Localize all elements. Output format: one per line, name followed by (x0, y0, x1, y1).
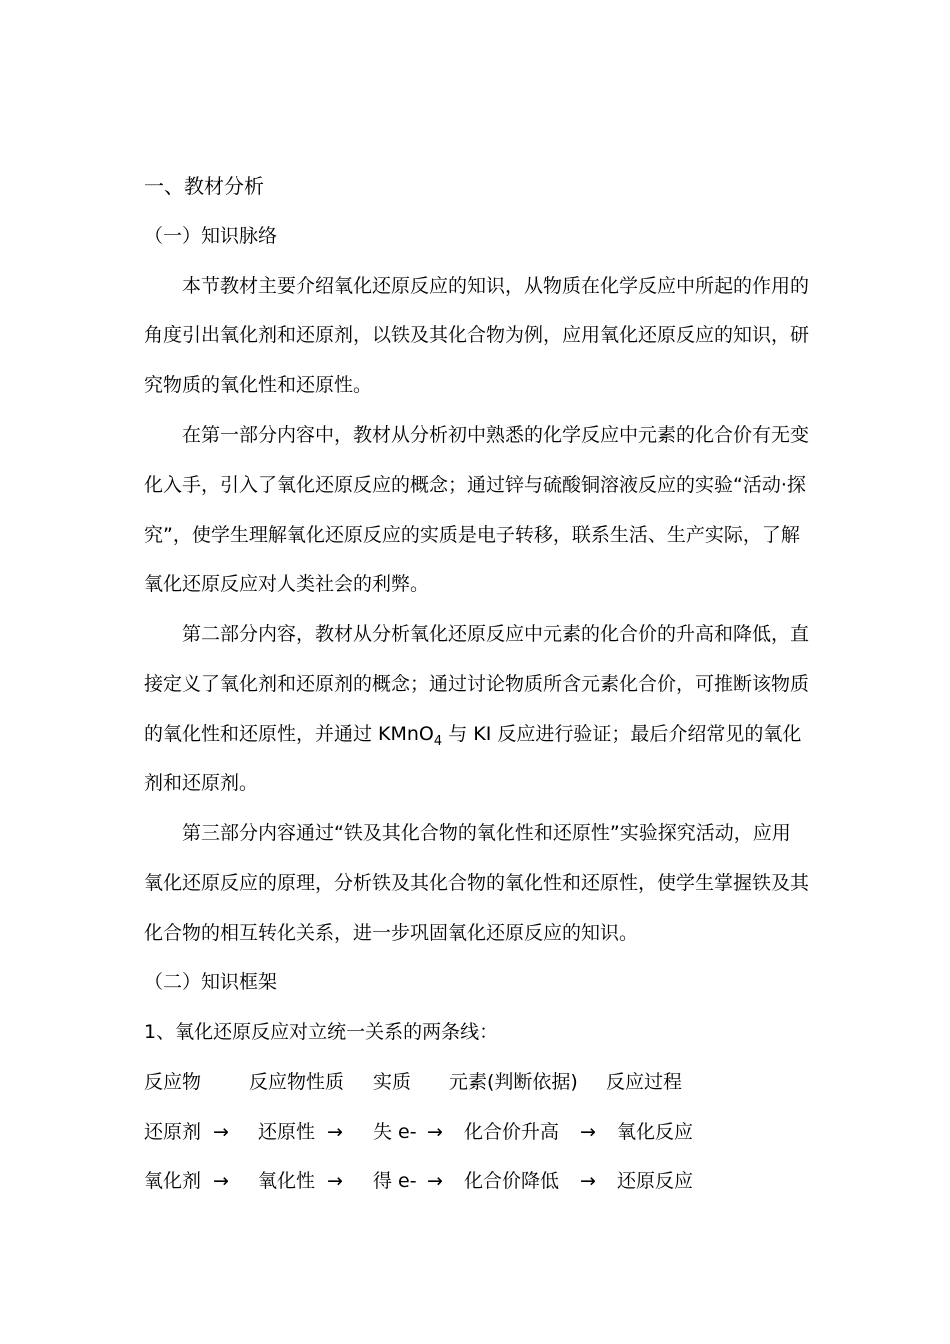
text-segment: 的氧化性和还原性，并通过 KMnO (144, 723, 434, 745)
table-cell: 化合价降低 (464, 1170, 560, 1192)
table-cell: 还原性 (258, 1121, 316, 1143)
arrow: → (580, 1121, 596, 1143)
paragraph-line: 第三部分内容通过“铁及其化合物的氧化性和还原性”实验探究活动，应用 (182, 822, 791, 844)
table-cell: 氧化反应 (617, 1121, 694, 1143)
paragraph-line: 在第一部分内容中，教材从分析初中熟悉的化学反应中元素的化合价有无变 (182, 424, 810, 446)
table-cell: 还原剂 (144, 1121, 202, 1143)
paragraph-line: 氧化还原反应的原理，分析铁及其化合物的氧化性和还原性，使学生掌握铁及其 (144, 872, 810, 894)
table-cell: 得 e- (373, 1170, 417, 1192)
table-header-cell: 反应物性质 (249, 1071, 345, 1093)
arrow: → (213, 1170, 229, 1192)
table-header-cell: 实质 (373, 1071, 412, 1093)
subsection-heading-knowledge-context: （一）知识脉络 (144, 225, 278, 247)
paragraph-line: 究”，使学生理解氧化还原反应的实质是电子转移，联系生活、生产实际，了解 (144, 524, 800, 546)
paragraph-line: 氧化还原反应对人类社会的利弊。 (144, 573, 430, 595)
paragraph-line: 剂和还原剂。 (144, 772, 259, 794)
paragraph-line: 角度引出氧化剂和还原剂，以铁及其化合物为例，应用氧化还原反应的知识，研 (144, 324, 810, 346)
table-cell: 失 e- (373, 1121, 417, 1143)
table-cell: 氧化性 (258, 1170, 316, 1192)
paragraph-line: 第二部分内容，教材从分析氧化还原反应中元素的化合价的升高和降低，直 (182, 623, 810, 645)
arrow: → (427, 1121, 443, 1143)
arrow: → (580, 1170, 596, 1192)
paragraph-line: 本节教材主要介绍氧化还原反应的知识，从物质在化学反应中所起的作用的 (182, 275, 810, 297)
arrow: → (327, 1121, 343, 1143)
paragraph-line-formula (144, 721, 801, 747)
table-header-cell: 反应物 (144, 1071, 202, 1093)
subscript: 4 (433, 734, 443, 749)
subsection-heading-knowledge-framework: （二）知识框架 (144, 971, 278, 993)
paragraph-line: 化合物的相互转化关系，进一步巩固氧化还原反应的知识。 (144, 922, 639, 944)
paragraph-line: 接定义了氧化剂和还原剂的概念；通过讨论物质所含元素化合价，可推断该物质 (144, 673, 810, 695)
arrow: → (213, 1121, 229, 1143)
table-cell: 还原反应 (617, 1170, 694, 1192)
arrow: → (327, 1170, 343, 1192)
list-item: 1、氧化还原反应对立统一关系的两条线： (144, 1021, 499, 1043)
paragraph-line: 究物质的氧化性和还原性。 (144, 374, 373, 396)
table-header-cell: 反应过程 (606, 1071, 683, 1093)
arrow: → (427, 1170, 443, 1192)
table-cell: 化合价升高 (464, 1121, 560, 1143)
table-cell: 氧化剂 (144, 1170, 202, 1192)
section-heading: 一、教材分析 (144, 174, 264, 198)
text-segment: 与 KI 反应进行验证；最后介绍常见的氧化 (442, 723, 802, 745)
paragraph-line: 化入手，引入了氧化还原反应的概念；通过锌与硫酸铜溶液反应的实验“活动·探 (144, 474, 806, 496)
table-header-cell: 元素(判断依据) (449, 1071, 578, 1093)
